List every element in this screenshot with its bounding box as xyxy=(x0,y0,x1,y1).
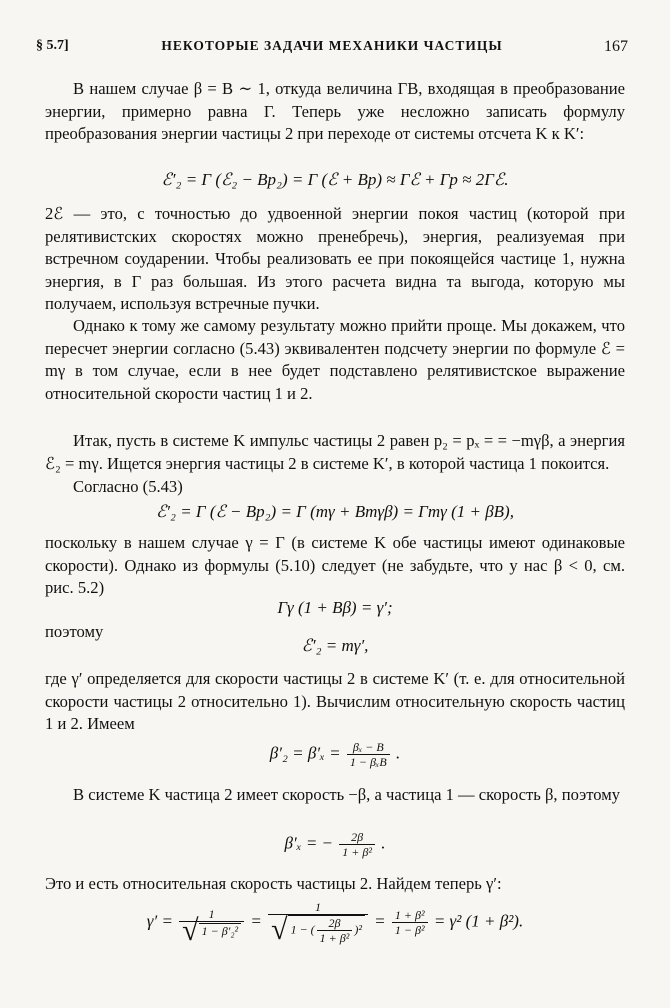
sqrt-sign-2 xyxy=(271,915,365,945)
eq7-equals-2: = xyxy=(374,911,386,931)
eq7-f2-inner: 1 − ( xyxy=(290,922,315,937)
eq6-lhs: β′ₓ = − xyxy=(284,833,334,853)
eq7-fraction-3 xyxy=(392,908,428,937)
eq5-numerator: βₓ − B xyxy=(347,740,390,755)
chapter-title: НЕКОТОРЫЕ ЗАДАЧИ МЕХАНИКИ ЧАСТИЦЫ xyxy=(161,38,503,53)
paragraph-5: Согласно (5.43) xyxy=(73,477,183,496)
equation-energy-transform: ℰ′₂ = Γ (ℰ₂ − Bp₂) = Γ (ℰ + Bp) ≈ Γℰ + Γp ≈ 2Γℰ. xyxy=(161,170,509,189)
eq7-f3-numerator: 1 + β² xyxy=(392,908,428,923)
eq7-inner-numerator: 2β xyxy=(317,916,353,931)
page-number: 167 xyxy=(604,38,628,55)
paragraph-2: 2ℰ — это, с точностью до удвоенной энергии покоя частиц (которой при релятивистских скоростях можно пренебречь), энергия, реализуемая при встречном соударении. Чтобы реализовать ее при покоящейся частице 1, нужна энергия, в Γ раз большая. Из этого расчета видна та выгода, которую мы получаем, используя встречные пучки. xyxy=(45,204,625,314)
eq7-rhs: = γ² (1 + β²). xyxy=(433,911,524,931)
equation-beta-prime xyxy=(0,830,670,859)
eq7-inner-denominator: 1 + β² xyxy=(319,931,350,945)
paragraph-4: Итак, пусть в системе K импульс частицы 2 равен p₂ = pₓ = = −mγβ, а энергия ℰ₂ = mγ. Ищется энергия частицы 2 в системе K′, в которой частица 1 покоится. xyxy=(45,431,625,473)
section-number: § 5.7] xyxy=(36,38,69,53)
equation-energy-relative: ℰ′₂ = Γ (ℰ − Bp₂) = Γ (mγ + Bmγβ) = Γmγ (1 + βB), xyxy=(156,502,514,521)
eq7-inner-fraction xyxy=(317,916,353,945)
eq5-end: . xyxy=(395,743,401,763)
eq6-end: . xyxy=(381,833,386,853)
radical-icon-2: √ xyxy=(271,913,288,946)
paragraph-8: где γ′ определяется для скорости частицы 2 в системе K′ (т. е. для относительной скорости частицы 2 относительно 1). Вычислим относительную скорость частиц 1 и 2. Имеем xyxy=(45,669,625,734)
eq7-equals: = xyxy=(250,911,262,931)
eq7-f2-denominator xyxy=(268,915,368,945)
paragraph-3: Однако к тому же самому результату можно прийти проще. Мы докажем, что пересчет энергии согласно (5.43) эквивалентен подсчету энергии по формуле ℰ = mγ в том случае, если в нее будет подставлено релятивистское выражение относительной скорости частиц 1 и 2. xyxy=(45,316,625,403)
equation-gamma-relation: Γγ (1 + Bβ) = γ′; xyxy=(277,598,393,617)
paragraph-1: В нашем случае β = B ∼ 1, откуда величина ΓB, входящая в преобразование энергии, примерно равна Γ. Теперь уже несложно записать формулу преобразования энергии частицы 2 при переходе от системы отсчета K к K′: xyxy=(45,79,625,144)
equation-gamma-prime xyxy=(0,900,670,945)
equation-relative-velocity xyxy=(0,740,670,769)
eq5-lhs: β′₂ = β′ₓ = xyxy=(269,743,341,763)
eq6-numerator: 2β xyxy=(339,830,375,845)
running-header xyxy=(36,38,628,60)
radical-icon: √ xyxy=(182,913,199,947)
radicand-2 xyxy=(288,915,365,945)
eq7-f2-close: )² xyxy=(354,922,362,937)
eq7-f2-numerator: 1 xyxy=(268,900,368,915)
sqrt-sign xyxy=(182,913,241,947)
equation-energy-gamma-prime: ℰ′₂ = mγ′, xyxy=(301,636,369,655)
eq6-denominator: 1 + β² xyxy=(342,845,372,859)
paragraph-9: В системе K частица 2 имеет скорость −β, а частица 1 — скорость β, поэтому xyxy=(73,785,621,804)
paragraph-10: Это и есть относительная скорость частицы 2. Найдем теперь γ′: xyxy=(45,874,502,893)
eq7-fraction-2 xyxy=(268,900,368,945)
radicand-1: 1 − β′₂² xyxy=(199,923,241,938)
eq7-f1-numerator: 1 xyxy=(179,907,244,922)
eq6-fraction xyxy=(339,830,375,859)
eq7-f3-denominator: 1 − β² xyxy=(394,923,425,937)
paragraph-7: поэтому xyxy=(45,622,104,641)
eq7-lhs: γ′ = xyxy=(146,911,173,931)
eq7-f1-denominator xyxy=(179,913,244,947)
eq7-fraction-1 xyxy=(179,906,244,947)
paragraph-6: поскольку в нашем случае γ = Γ (в системе K обе частицы имеют одинаковые скорости). Однако из формулы (5.10) следует (не забудьте, что у нас β < 0, см. рис. 5.2) xyxy=(45,533,625,598)
eq5-denominator: 1 − βₓB xyxy=(349,755,387,769)
eq5-fraction xyxy=(347,740,390,769)
